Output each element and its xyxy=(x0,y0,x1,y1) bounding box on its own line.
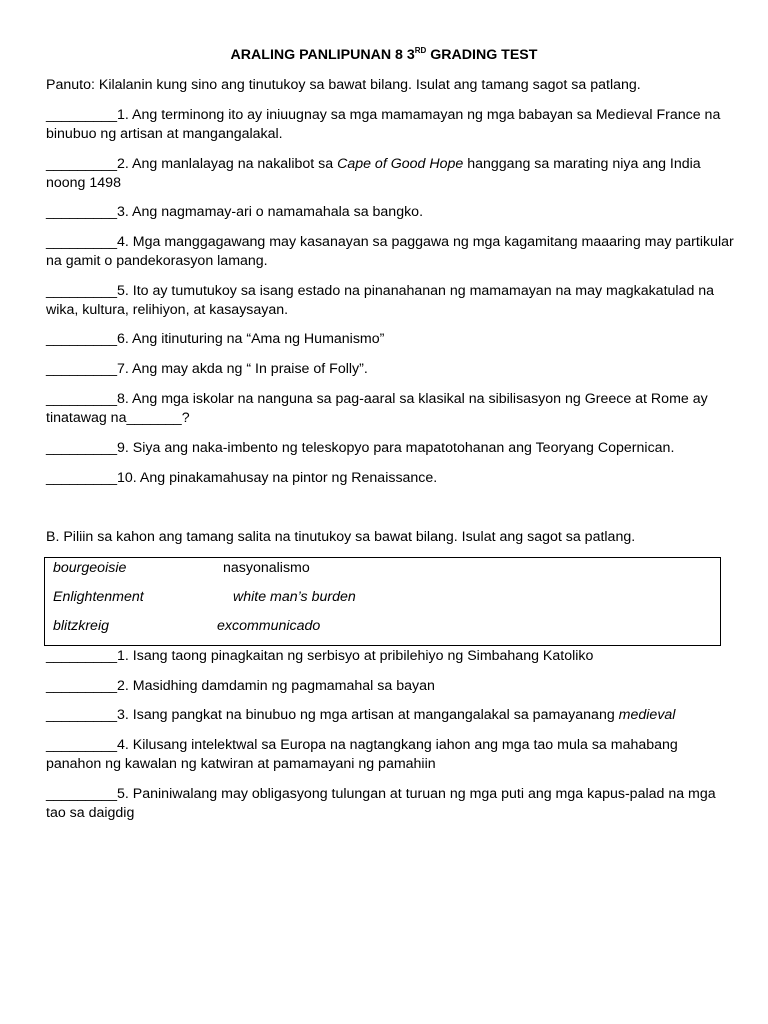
title-text: ARALING PANLIPUNAN 8 3 xyxy=(230,47,415,63)
answer-blank: _________ xyxy=(46,737,118,753)
question-text: 2. Ang manlalayag na nakalibot sa xyxy=(117,156,338,172)
word-bank-item: nasyonalismo xyxy=(223,560,310,576)
instructions-part-b: B. Piliin sa kahon ang tamang salita na tinutukoy sa bawat bilang. Isulat ang sagot sa patlang. xyxy=(46,529,636,545)
word-bank-item: bourgeoisie xyxy=(53,560,127,576)
question-text: 4. Mga manggagawang may kasanayan sa paggawa ng mga kagamitang maaaring may partikular na gamit o pandekorasyon lamang. xyxy=(46,234,734,269)
question-text: hanggang sa marating niya ang India noong 1498 xyxy=(46,156,701,191)
answer-blank: _________ xyxy=(46,283,118,299)
page-title xyxy=(0,46,768,65)
answer-blank: _________ xyxy=(46,234,118,250)
answer-blank: _________ xyxy=(46,107,118,123)
answer-blank: _________ xyxy=(46,678,118,694)
question-emphasis: Cape of Good Hope xyxy=(337,156,464,172)
answer-blank: _________ xyxy=(46,361,118,377)
word-bank-item: white man’s burden xyxy=(233,589,356,605)
question-text: 4. Kilusang intelektwal sa Europa na nagtangkang iahon ang mga tao mula sa mahabang panahon ng kawalan ng katwiran at pamamayani ng pamahiin xyxy=(46,737,678,772)
question-b-1 xyxy=(46,647,736,666)
question-a-6 xyxy=(46,330,736,349)
answer-blank: _________ xyxy=(46,786,118,802)
answer-blank: _________ xyxy=(46,470,118,486)
answer-blank: _________ xyxy=(46,204,118,220)
question-emphasis: medieval xyxy=(618,707,676,723)
question-b-4 xyxy=(46,736,736,774)
title-rest: GRADING TEST xyxy=(426,47,538,63)
answer-blank: _________ xyxy=(46,707,118,723)
word-bank-item: Enlightenment xyxy=(53,589,144,605)
question-text: 3. Isang pangkat na binubuo ng mga artisan at mangangalakal sa pamayanang xyxy=(117,707,619,723)
question-a-5 xyxy=(46,282,736,320)
question-a-2 xyxy=(46,155,736,193)
answer-blank: _________ xyxy=(46,391,118,407)
answer-blank: _________ xyxy=(46,440,118,456)
word-bank-item: blitzkreig xyxy=(53,618,109,634)
title-superscript: RD xyxy=(414,46,427,55)
question-a-3 xyxy=(46,203,736,222)
question-a-4 xyxy=(46,233,736,271)
word-bank-item: excommunicado xyxy=(217,618,321,634)
question-text: 5. Paniniwalang may obligasyong tulungan at turuan ng mga puti ang mga kapus-palad na mga tao sa daigdig xyxy=(46,786,716,821)
question-text: 5. Ito ay tumutukoy sa isang estado na pinanahanan ng mamamayan na may magkakatulad na wika, kultura, relihiyon, at kasaysayan. xyxy=(46,283,715,318)
word-bank-box xyxy=(44,557,721,646)
question-text: 3. Ang nagmamay-ari o namamahala sa bangko. xyxy=(117,204,424,220)
question-text: 1. Isang taong pinagkaitan ng serbisyo at pribilehiyo ng Simbahang Katoliko xyxy=(117,648,594,664)
question-a-1 xyxy=(46,106,736,144)
question-a-10 xyxy=(46,469,736,488)
question-a-8 xyxy=(46,390,736,428)
question-a-9 xyxy=(46,439,736,458)
question-text: 1. Ang terminong ito ay iniuugnay sa mga mamamayan ng mga babayan sa Medieval France na binubuo ng artisan at mangangalakal. xyxy=(46,107,721,142)
question-text: 2. Masidhing damdamin ng pagmamahal sa bayan xyxy=(117,678,435,694)
answer-blank: _________ xyxy=(46,648,118,664)
question-b-3 xyxy=(46,706,736,725)
question-b-2 xyxy=(46,677,736,696)
question-text: 8. Ang mga iskolar na nanguna sa pag-aaral sa klasikal na sibilisasyon ng Greece at Rome ay tinatawag na_______? xyxy=(46,391,708,426)
question-a-7 xyxy=(46,360,736,379)
question-text: 9. Siya ang naka-imbento ng teleskopyo para mapatotohanan ang Teoryang Copernican. xyxy=(117,440,675,456)
answer-blank: _________ xyxy=(46,331,118,347)
instructions-part-a: Panuto: Kilalanin kung sino ang tinutukoy sa bawat bilang. Isulat ang tamang sagot sa patlang. xyxy=(46,77,641,93)
question-text: 7. Ang may akda ng “ In praise of Folly”. xyxy=(117,361,368,377)
answer-blank: _________ xyxy=(46,156,118,172)
question-text: 6. Ang itinuturing na “Ama ng Humanismo” xyxy=(117,331,385,347)
question-b-5 xyxy=(46,785,736,823)
question-text: 10. Ang pinakamahusay na pintor ng Renaissance. xyxy=(117,470,438,486)
